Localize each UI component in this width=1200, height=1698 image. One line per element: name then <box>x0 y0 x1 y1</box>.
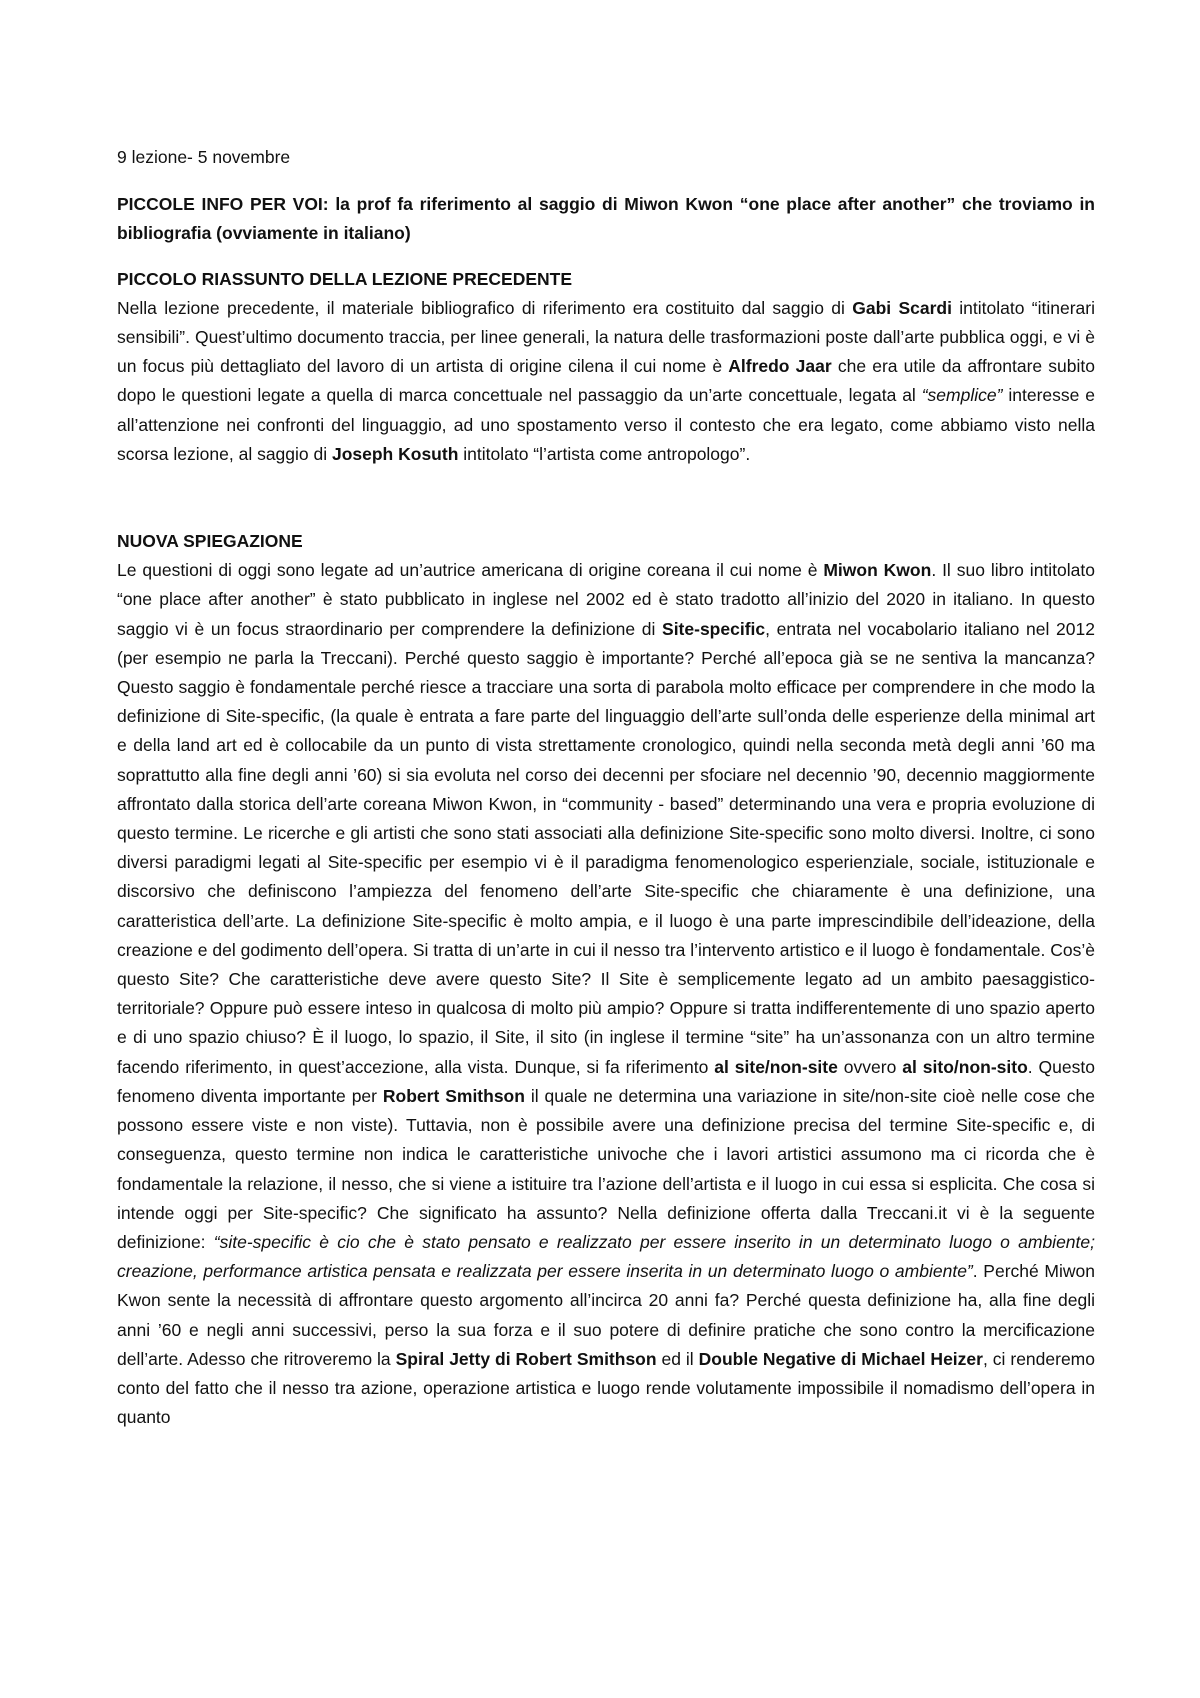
new-text-1: Le questioni di oggi sono legate ad un’autrice americana di origine coreana il cui nome è <box>117 560 824 581</box>
recap-text-2: intitolato “itinerari sensibili”. Quest’ultimo documento traccia, per linee generali, la natura delle trasformazioni poste dall’arte pubblica oggi, e vi è un focus più dettagliato del lavoro di un artista di origine cilena il cui nome è <box>117 297 1095 377</box>
new-text-3: , entrata nel vocabolario italiano nel 2012 (per esempio ne parla la Treccani). Perché questo saggio è importante? Perché all’epoca già se ne sentiva la mancanza? Questo saggio è fondamentale perché riesce a tracciare una sorta di parabola molto efficace per comprendere in che modo la definizione di Site-specific, (la quale è entrata a fare parte del linguaggio dell’arte sull’onda delle esperienze della minimal art e della land art ed è collocabile da un punto di vista strettamente cronologico, quindi nella seconda metà degli anni ’60 ma soprattutto alla fine degli anni ’60) si sia evoluta nel corso dei decenni per sfociare nel decennio ’90, decennio maggiormente affrontato dalla storica dell’arte coreana Miwon Kwon, in “community - based” determinando una vera e propria evoluzione di questo termine. Le ricerche e gli artisti che sono stati associati alla definizione Site-specific sono molto diversi. Inoltre, ci sono diversi paradigmi legati al Site-specific per esempio vi è il paradigma fenomenologico esperienziale, sociale, istituzionale e discorsivo che definiscono l’ampiezza del fenomeno dell’arte Site-specific che chiaramente è una definizione, una caratteristica dell’arte. La definizione Site-specific è molto ampia, e il luogo è una parte imprescindibile dell’ideazione, della creazione e del godimento dell’opera. Si tratta di un’arte in cui il nesso tra l’intervento artistico e il luogo è fondamentale. Cos’è questo Site? Che caratteristiche deve avere questo Site? Il Site è semplicemente legato ad un ambito paesaggistico-territoriale? Oppure può essere inteso in qualcosa di molto più ampio? Oppure si tratta indifferentemente di uno spazio aperto e di uno spazio chiuso? È il luogo, lo spazio, il Site, il sito (in inglese il termine “site” ha un’assonanza con un altro termine facendo riferimento, in quest’accezione, alla vista. Dunque, si fa riferimento <box>117 618 1095 1077</box>
new-bold-double-negative: Double Negative di Michael Heizer <box>698 1348 983 1369</box>
new-bold-miwon-kwon: Miwon Kwon <box>823 560 932 581</box>
new-bold-site-specific: Site-specific <box>662 618 766 639</box>
new-bold-site-non-site: al site/non-site <box>714 1056 838 1077</box>
new-text-5: . Questo fenomeno diventa importante per <box>117 1056 1095 1106</box>
new-bold-spiral-jetty: Spiral Jetty di Robert Smithson <box>395 1348 657 1369</box>
info-text: PICCOLE INFO PER VOI: la prof fa riferimento al saggio di Miwon Kwon “one place after another” che troviamo in bibliografia (ovviamente in italiano) <box>117 194 1095 244</box>
new-bold-robert-smithson: Robert Smithson <box>382 1085 525 1106</box>
new-italic-treccani-definition: “site-specific è cio che è stato pensato e realizzato per essere inserito in un determinato luogo o ambiente; creazione, performance artistica pensata e realizzata per essere inserita in un determinato luogo o ambiente” <box>117 1231 1095 1282</box>
new-text-2: . Il suo libro intitolato “one place after another” è stato pubblicato in inglese nel 2002 ed è stato tradotto all’inizio del 2020 in italiano. In questo saggio vi è un focus straordinario per comprendere la definizione di <box>117 560 1095 639</box>
recap-heading: PICCOLO RIASSUNTO DELLA LEZIONE PRECEDENTE <box>117 268 573 289</box>
recap-bold-joseph-kosuth: Joseph Kosuth <box>331 443 459 464</box>
new-explanation-heading: NUOVA SPIEGAZIONE <box>117 531 303 552</box>
lesson-date-line: 9 lezione- 5 novembre <box>117 147 291 167</box>
recap-bold-gabi-scardi: Gabi Scardi <box>852 297 952 318</box>
recap-italic-semplice: “semplice” <box>921 385 1003 406</box>
recap-paragraph <box>117 294 1095 469</box>
recap-text-3: che era utile da affrontare subito dopo le questioni legate a quella di marca concettuale nel passaggio da un’arte concettuale, legata al <box>117 356 1095 406</box>
document-body <box>117 143 1095 1432</box>
new-text-8: ed il <box>656 1348 699 1369</box>
new-explanation-paragraph <box>117 556 1095 1432</box>
recap-bold-alfredo-jaar: Alfredo Jaar <box>728 356 832 377</box>
recap-text-4: interesse e all’attenzione nei confronti del linguaggio, ad uno spostamento verso il contesto che era legato, come abbiamo visto nella scorsa lezione, al saggio di <box>117 385 1096 464</box>
new-text-7: . Perché Miwon Kwon sente la necessità di affrontare questo argomento all’incirca 20 anni fa? Perché questa definizione ha, alla fine degli anni ’60 e negli anni successivi, perso la sua forza e il suo potere di definire pratiche che sono contro la mercificazione dell’arte. Adesso che ritroveremo la <box>117 1261 1095 1369</box>
recap-text-5: intitolato “l’artista come antropologo”. <box>458 443 751 464</box>
recap-text-1: Nella lezione precedente, il materiale bibliografico di riferimento era costituito dal saggio di <box>117 297 853 318</box>
new-text-6: il quale ne determina una variazione in site/non-site cioè nelle cose che possono essere viste e non viste). Tuttavia, non è possibile avere una definizione precisa del termine Site-specific e, di conseguenza, questo termine non indica le caratteristiche univoche che i lavori artistici assumono ma ci ricorda che è fondamentale la relazione, il nesso, che si viene a istituire tra l’azione dell’artista e il luogo in cui essa si esplicita. Che cosa si intende oggi per Site-specific? Che significato ha assunto? Nella definizione offerta dalla Treccani.it vi è la seguente definizione: <box>117 1085 1095 1252</box>
new-text-9: , ci renderemo conto del fatto che il nesso tra azione, operazione artistica e luogo rende volutamente impossibile il nomadismo dell’opera in quanto <box>117 1348 1095 1428</box>
new-text-4: ovvero <box>837 1056 903 1077</box>
info-paragraph <box>117 190 1095 248</box>
new-bold-sito-non-sito: al sito/non-sito <box>902 1056 1028 1077</box>
